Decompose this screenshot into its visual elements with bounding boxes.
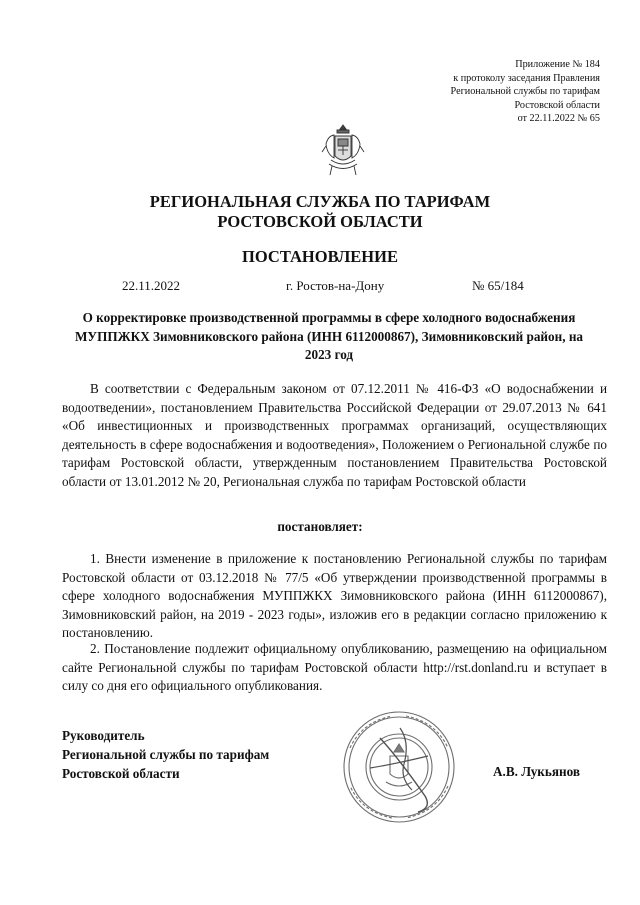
signer-position-line: Ростовской области xyxy=(62,766,180,781)
decree-city: г. Ростов-на-Дону xyxy=(286,278,385,293)
item-1-paragraph: 1. Внести изменение в приложение к постановлению Региональной службы по тарифам Ростовской области от 03.12.2018 № 77/5 «Об утверждении производственной программы в сфере холодного водоснабжения МУППЖКХ Зимовниковского района (ИНН 6112000867), Зимовниковский район, на 2019 - 2023 годы», изложив его в редакции согласно приложению к постановлению. xyxy=(62,551,607,640)
appendix-line: Ростовской области xyxy=(514,99,600,111)
document-type-heading: ПОСТАНОВЛЕНИЕ xyxy=(242,247,398,266)
official-seal-icon xyxy=(340,708,458,826)
signer-position xyxy=(62,726,269,783)
signer-position-line: Региональной службы по тарифам xyxy=(62,747,270,762)
coat-of-arms-icon xyxy=(320,122,366,178)
agency-name xyxy=(40,192,600,232)
decree-title: О корректировке производственной программы в сфере холодного водоснабжения МУППЖКХ Зимовниковского района (ИНН 6112000867), Зимовниковский район, на 2023 год xyxy=(74,310,584,362)
appendix-reference xyxy=(360,58,600,126)
appendix-line: Региональной службы по тарифам xyxy=(450,86,600,97)
agency-name-line: РЕГИОНАЛЬНАЯ СЛУЖБА ПО ТАРИФАМ xyxy=(149,192,491,211)
appendix-line: Приложение № 184 xyxy=(515,59,600,70)
appendix-line: к протоколу заседания Правления xyxy=(453,72,600,84)
decides-heading: постановляет: xyxy=(277,519,363,534)
decree-date: 22.11.2022 xyxy=(122,278,181,293)
agency-name-line: РОСТОВСКОЙ ОБЛАСТИ xyxy=(217,212,423,231)
item-2-paragraph: 2. Постановление подлежит официальному опубликованию, размещению на официальном сайте Региональной службы по тарифам Ростовской области http://rst.donland.ru и вступает в силу со дня его официального опубликования. xyxy=(62,641,607,693)
preamble-paragraph: В соответствии с Федеральным законом от 07.12.2011 № 416-ФЗ «О водоснабжении и водоотведении», постановлением Правительства Российской Федерации от 29.07.2013 № 641 «Об инвестиционных и производственных программах организаций, осуществляющих деятельность в сфере водоснабжения и водоотведения», Положением о Региональной службе по тарифам Ростовской области, утвержденным постановлением Правительства Ростовской области от 13.01.2012 № 20, Региональная служба по тарифам Ростовской области xyxy=(62,381,607,489)
signer-name: А.В. Лукьянов xyxy=(493,764,580,779)
signer-position-line: Руководитель xyxy=(62,728,145,743)
decree-number: № 65/184 xyxy=(472,278,524,293)
appendix-line: от 22.11.2022 № 65 xyxy=(517,113,600,124)
